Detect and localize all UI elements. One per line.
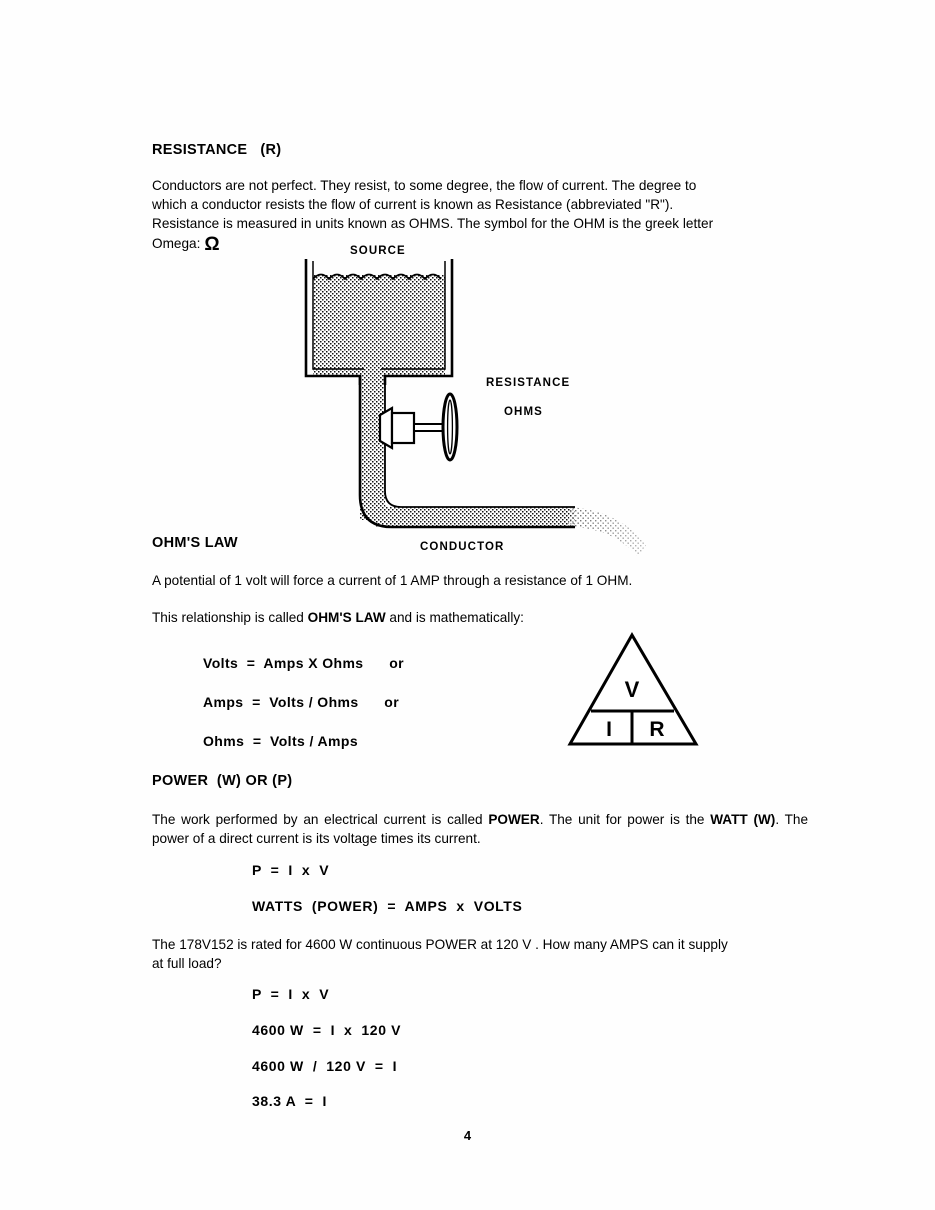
power-equation-2: WATTS (POWER) = AMPS x VOLTS <box>252 898 523 914</box>
svg-text:R: R <box>649 718 665 741</box>
power-bold-power: POWER <box>488 812 540 827</box>
omega-symbol: Ω <box>204 233 220 255</box>
solution-step-2: 4600 W = I x 120 V <box>252 1022 402 1038</box>
power-body-mid: . The unit for power is the <box>539 812 711 827</box>
ohm-law-triangle-figure <box>565 625 710 755</box>
source-label: SOURCE <box>350 245 406 257</box>
power-equation-1: P = I x V <box>252 862 330 878</box>
resistance-label: RESISTANCE <box>486 377 571 389</box>
ohms-law-intro-prefix: This relationship is called <box>152 610 308 625</box>
svg-text:V: V <box>624 677 640 702</box>
power-body-suffix: . The power of a direct current is its voltage times its current. <box>152 812 809 847</box>
ohms-label: OHMS <box>504 406 543 418</box>
resistance-line-1: Conductors are not perfect. They resist, to some degree, the flow of current. The degree to <box>152 178 697 193</box>
power-problem-line-2: at full load? <box>152 956 222 972</box>
power-paragraph <box>152 810 808 848</box>
solution-step-4: 38.3 A = I <box>252 1093 328 1109</box>
power-problem-statement <box>152 935 808 973</box>
ohms-law-statement: A potential of 1 volt will force a current of 1 AMP through a resistance of 1 OHM. <box>152 573 633 588</box>
ohms-law-heading: OHM'S LAW <box>152 535 238 551</box>
resistance-heading: RESISTANCE (R) <box>152 142 282 158</box>
ohms-law-equation-2: Amps = Volts / Ohms or <box>203 694 400 710</box>
resistance-line-3: Resistance is measured in units known as OHMS. The symbol for the OHM is the greek letter <box>152 216 714 232</box>
conductor-label: CONDUCTOR <box>420 541 505 553</box>
ohms-law-equation-1: Volts = Amps X Ohms or <box>203 655 405 671</box>
power-bold-watt: WATT <box>710 812 748 827</box>
page-number: 4 <box>463 1128 472 1143</box>
ohms-law-equation-3: Ohms = Volts / Amps <box>203 733 359 749</box>
resistance-paragraph <box>152 176 808 253</box>
power-heading: POWER (W) OR (P) <box>152 773 293 789</box>
solution-step-3: 4600 W / 120 V = I <box>252 1058 398 1074</box>
omega-label: Omega: <box>152 235 201 251</box>
resistance-line-2: which a conductor resists the flow of current is known as Resistance (abbreviated "R"). <box>152 197 674 213</box>
svg-text:I: I <box>606 718 612 741</box>
water-tank-analogy-figure <box>280 245 680 565</box>
ohms-law-intro-suffix: and is mathematically: <box>385 610 524 625</box>
power-body-prefix: The work performed by an electrical current is called <box>152 812 489 827</box>
ohms-law-intro-bold: OHM'S LAW <box>307 610 386 625</box>
solution-step-1: P = I x V <box>252 986 330 1002</box>
power-problem-line-1: The 178V152 is rated for 4600 W continuous POWER at 120 V . How many AMPS can it supply <box>152 937 728 952</box>
power-bold-w: (W) <box>753 812 776 827</box>
